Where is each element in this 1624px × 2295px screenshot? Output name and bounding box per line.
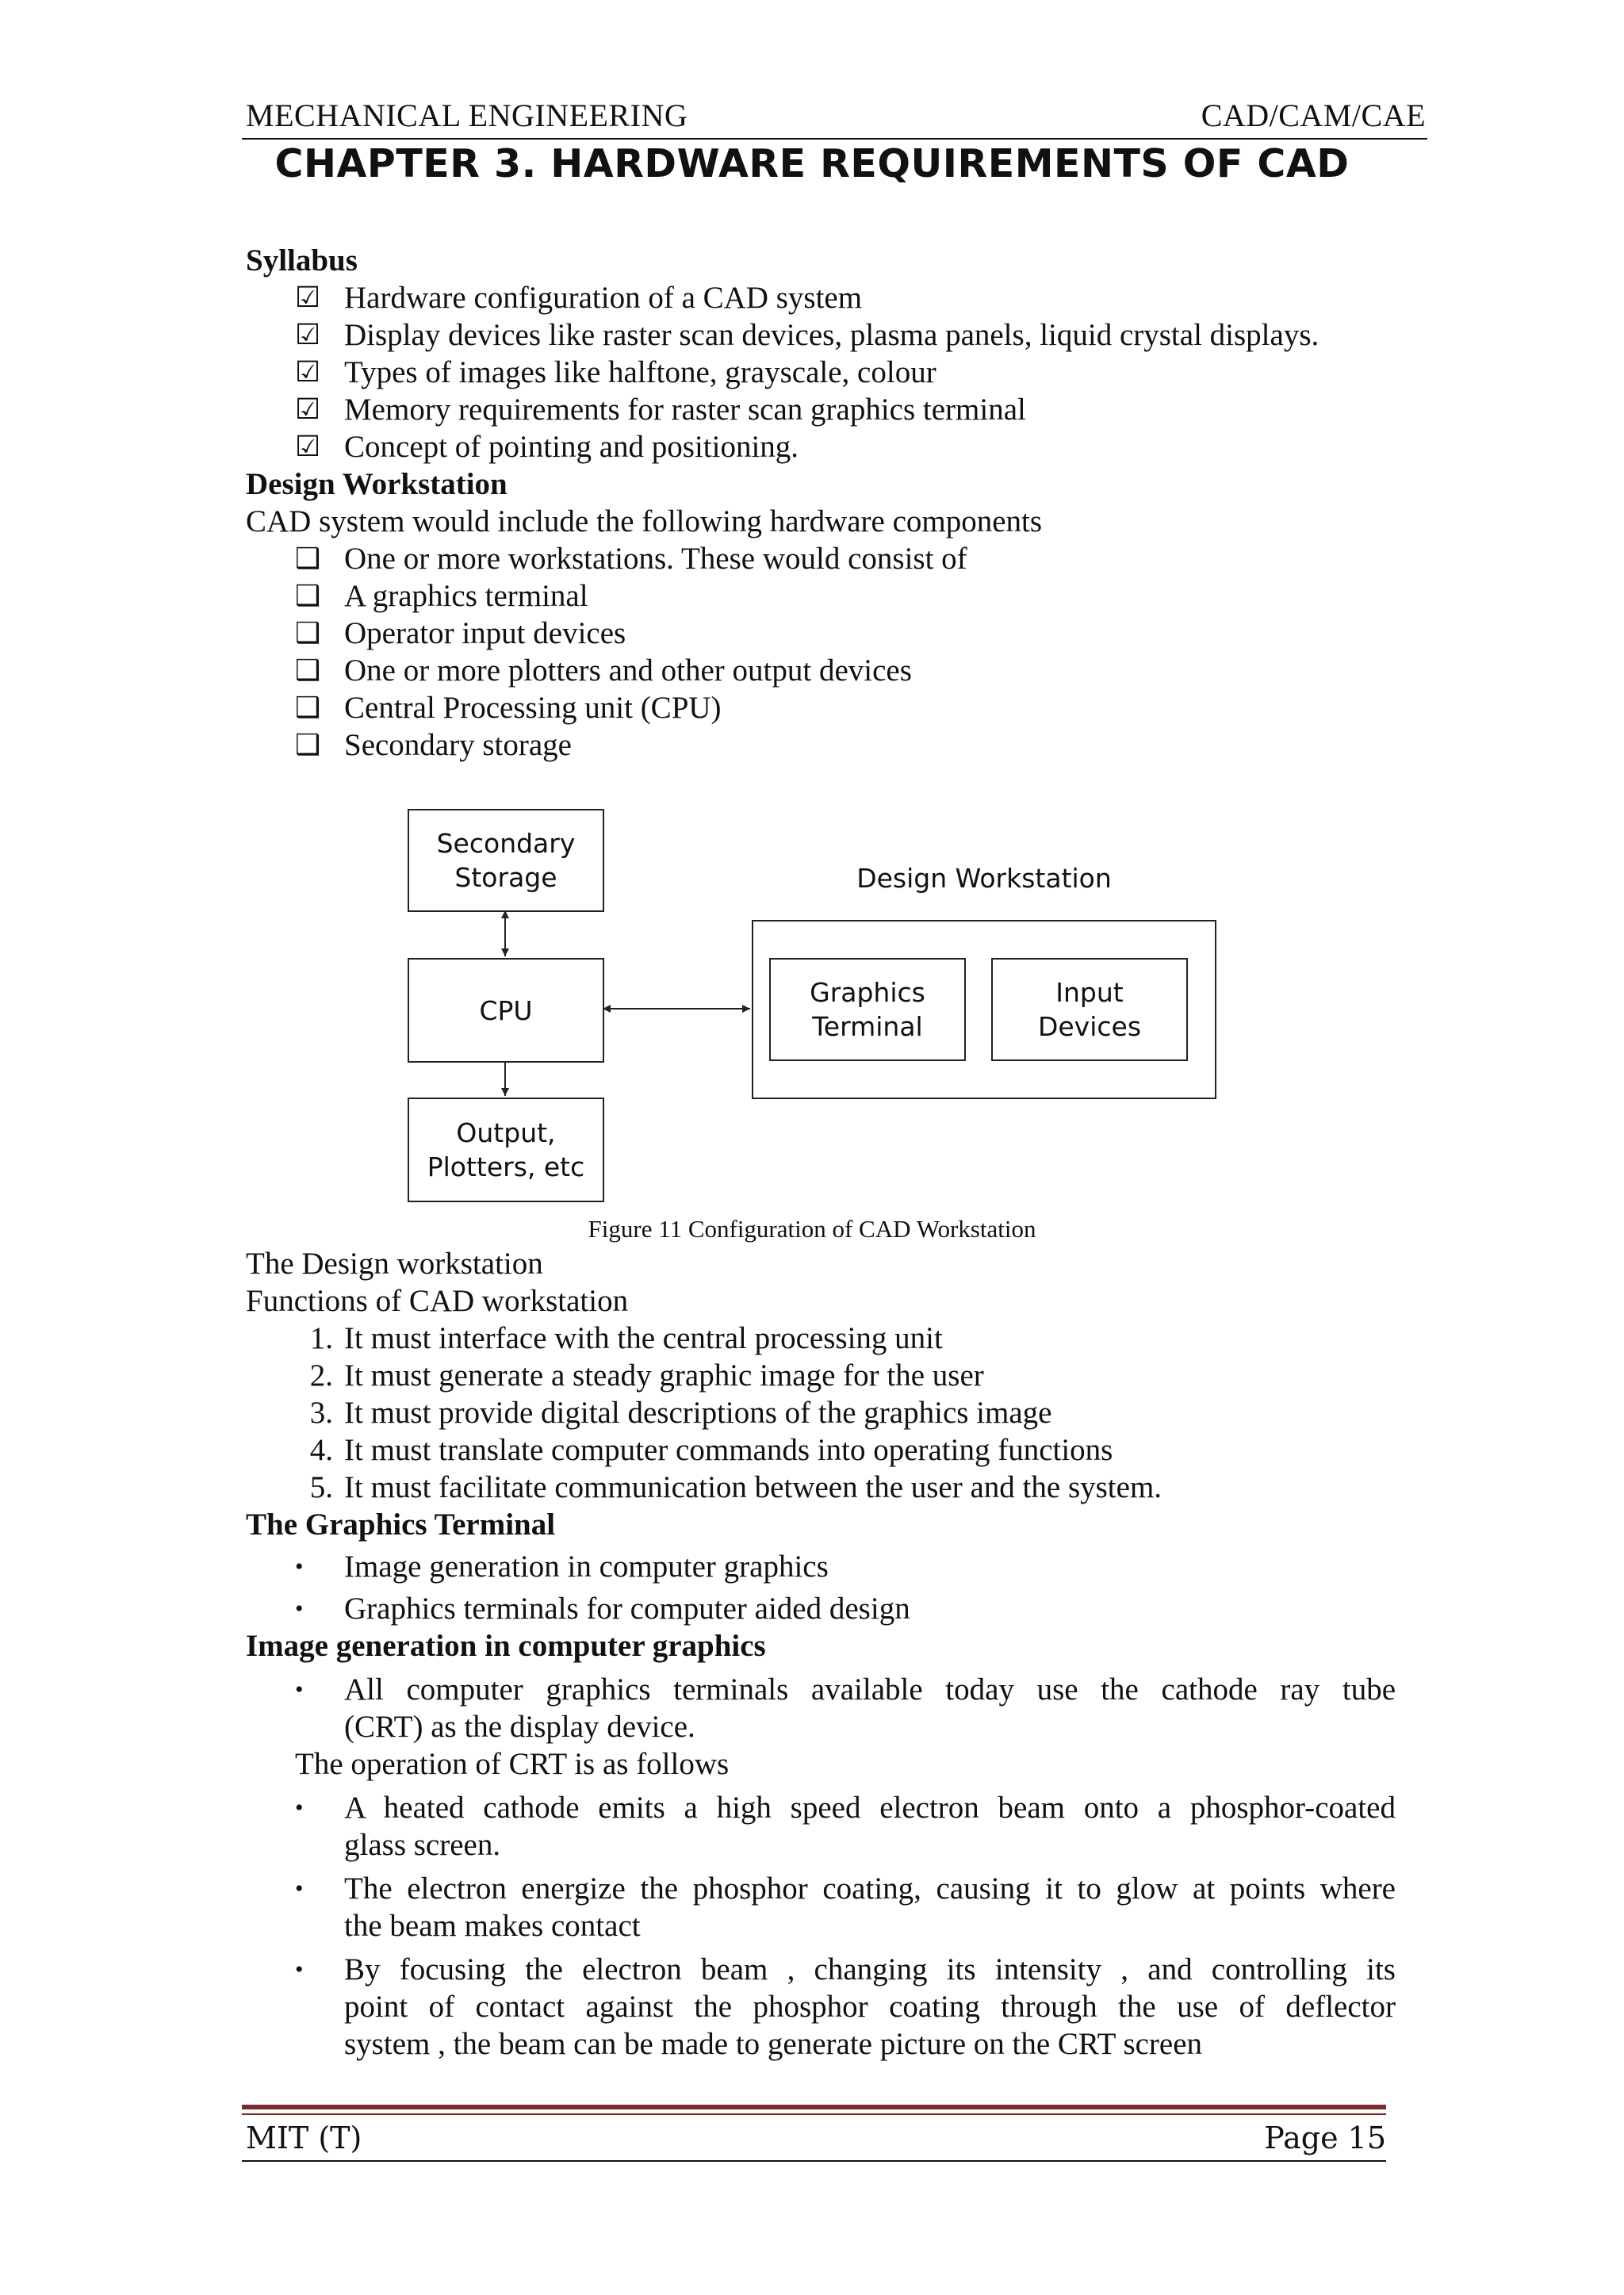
- graphics-terminal-item: • Graphics terminals for computer aided design: [295, 1592, 910, 1626]
- figure-caption: Figure 11 Configuration of CAD Workstation: [588, 1215, 1036, 1243]
- secondary-storage-box: Secondary Storage: [408, 809, 604, 912]
- syllabus-item: ☑ Display devices like raster scan devices, plasma panels, liquid crystal displays.: [295, 318, 1320, 352]
- functions-heading: Functions of CAD workstation: [246, 1284, 629, 1318]
- design-workstation-line: The Design workstation: [246, 1247, 543, 1281]
- cpu-box: CPU: [408, 958, 604, 1063]
- function-item: 2. It must generate a steady graphic image for the user: [309, 1358, 984, 1393]
- chapter-title: CHAPTER 3. HARDWARE REQUIREMENTS OF CAD: [274, 141, 1350, 186]
- input-devices-box: Input Devices: [991, 958, 1188, 1061]
- crt-bullet: • A heated cathode emits a high speed electron beam onto a phosphor-coated glass screen.: [295, 1791, 1396, 1862]
- empty-box-icon: ❑: [295, 542, 321, 575]
- component-item: ❑ Secondary storage: [295, 728, 572, 762]
- empty-box-icon: ❑: [295, 580, 321, 612]
- crt-bullet: • By focusing the electron beam , changing its intensity , and controlling its point of contact against the phosphor coating through the use of deflector system , the beam can be made to generate picture on the CRT screen: [295, 1952, 1396, 2061]
- image-generation-heading: Image generation in computer graphics: [246, 1629, 766, 1663]
- component-item: ❑ One or more plotters and other output devices: [295, 653, 912, 688]
- footer-institution: MIT (T): [246, 2121, 362, 2155]
- syllabus-item: ☑ Memory requirements for raster scan graphics terminal: [295, 393, 1026, 427]
- lower-content: [246, 1245, 1396, 2063]
- footer-bottom-rule: [242, 2160, 1386, 2162]
- empty-box-icon: ❑: [295, 729, 321, 761]
- header-rule: [242, 138, 1427, 140]
- footer-rule-thin: [242, 2113, 1386, 2115]
- component-item: ❑ A graphics terminal: [295, 579, 588, 613]
- component-item: ❑ One or more workstations. These would consist of: [295, 542, 967, 576]
- design-workstation-label: Design Workstation: [856, 863, 1112, 894]
- syllabus-item: ☑ Concept of pointing and positioning.: [295, 430, 799, 464]
- graphics-terminal-heading: The Graphics Terminal: [246, 1508, 556, 1542]
- bullet-icon: •: [295, 1554, 304, 1580]
- syllabus-item: ☑ Hardware configuration of a CAD system: [295, 281, 863, 315]
- bullet-icon: •: [295, 1676, 304, 1703]
- design-workstation-heading: Design Workstation: [246, 467, 508, 501]
- graphics-terminal-item: • Image generation in computer graphics: [295, 1550, 829, 1584]
- footer-rule-thick: [242, 2105, 1386, 2109]
- component-item: ❑ Central Processing unit (CPU): [295, 691, 722, 725]
- crt-operation-intro: The operation of CRT is as follows: [295, 1747, 730, 1781]
- empty-box-icon: ❑: [295, 692, 321, 724]
- checked-box-icon: ☑: [295, 319, 321, 351]
- checked-box-icon: ☑: [295, 356, 321, 389]
- function-item: 4. It must translate computer commands into operating functions: [309, 1433, 1113, 1467]
- graphics-terminal-box: Graphics Terminal: [769, 958, 966, 1061]
- empty-box-icon: ❑: [295, 654, 321, 687]
- component-item: ❑ Operator input devices: [295, 616, 626, 650]
- header-subject: MECHANICAL ENGINEERING: [246, 98, 688, 133]
- function-item: 1. It must interface with the central processing unit: [309, 1321, 943, 1355]
- function-item: 5. It must facilitate communication between the user and the system.: [309, 1470, 1162, 1504]
- output-box: Output, Plotters, etc: [408, 1098, 604, 1202]
- checked-box-icon: ☑: [295, 393, 321, 426]
- bullet-icon: •: [295, 1875, 304, 1902]
- syllabus-heading: Syllabus: [246, 243, 358, 278]
- checked-box-icon: ☑: [295, 431, 321, 463]
- design-workstation-intro: CAD system would include the following hardware components: [246, 504, 1043, 538]
- crt-bullet: • All computer graphics terminals available today use the cathode ray tube (CRT) as the display device.: [295, 1672, 1396, 1744]
- crt-bullet: • The electron energize the phosphor coating, causing it to glow at points where the beam makes contact: [295, 1872, 1396, 1943]
- checked-box-icon: ☑: [295, 282, 321, 314]
- page-number: Page 15: [1264, 2121, 1386, 2155]
- upper-content: [246, 242, 1396, 764]
- bullet-icon: •: [295, 1795, 304, 1821]
- function-item: 3. It must provide digital descriptions of the graphics image: [309, 1396, 1052, 1430]
- header-course: CAD/CAM/CAE: [1201, 98, 1426, 133]
- bullet-icon: •: [295, 1956, 304, 1983]
- syllabus-item: ☑ Types of images like halftone, grayscale, colour: [295, 355, 936, 389]
- empty-box-icon: ❑: [295, 617, 321, 649]
- bullet-icon: •: [295, 1596, 304, 1622]
